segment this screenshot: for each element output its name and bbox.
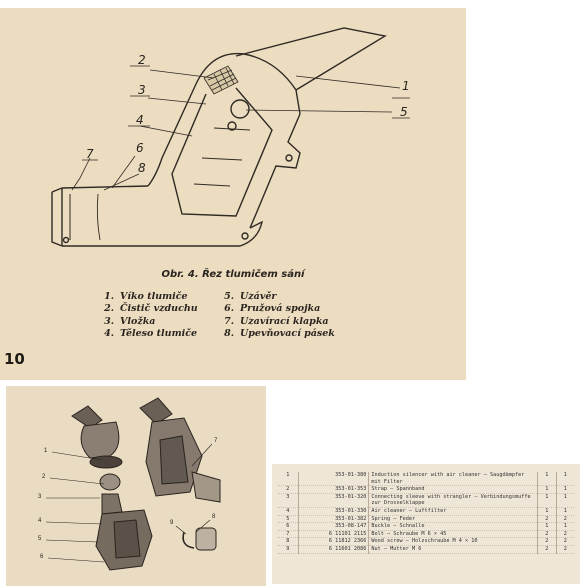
exploded-view-panel — [6, 386, 266, 586]
table-row — [278, 515, 574, 523]
parts-table — [278, 472, 574, 554]
neck-right — [192, 472, 220, 502]
quantity-cell: 2 — [556, 545, 574, 553]
quantity-cell: 1 — [538, 523, 557, 531]
exploded-callout-1: 1 — [44, 448, 48, 454]
item-number-cell: 6 — [286, 523, 290, 530]
item-number-cell: 9 — [286, 545, 290, 552]
exploded-callout-4: 4 — [38, 518, 42, 524]
figure-caption: Obr. 4. Řez tlumičem sání — [161, 269, 305, 280]
table-row — [278, 486, 574, 494]
table-row — [278, 530, 574, 538]
callout-8: 8 — [138, 161, 146, 175]
description-cell: Bolt — Schraube M 6 × 45 — [369, 530, 538, 538]
exploded-callout-2: 2 — [42, 474, 46, 480]
closure-circle — [231, 100, 249, 118]
insert-ribs — [194, 128, 250, 186]
legend-item: 7. Uzavírací klapka — [224, 315, 329, 327]
exploded-callout-3: 3 — [38, 494, 42, 500]
item-number-cell: 3 — [286, 493, 290, 500]
description-cell: Wood screw — Holzschraube M 4 × 10 — [369, 538, 538, 546]
quantity-cell: 1 — [556, 493, 574, 507]
description-cell: Buckle — Schnalle — [369, 523, 538, 531]
table-row — [278, 538, 574, 546]
part-number-cell: 353-01-330 — [298, 507, 369, 515]
buckle — [196, 528, 216, 550]
page-number: 10 — [4, 350, 25, 368]
quantity-cell: 2 — [538, 545, 557, 553]
item-number-cell: 8 — [286, 538, 290, 545]
quantity-cell: 1 — [538, 493, 557, 507]
callout-1: 1 — [402, 79, 410, 93]
legend-item: 8. Upevňovací pásek — [224, 327, 335, 339]
part-number-cell: 6 11812 2366 — [298, 538, 369, 546]
description-cell: Air cleaner — Luftfilter — [369, 507, 538, 515]
insert-outline — [172, 88, 272, 216]
table-row — [278, 472, 574, 486]
callout-5: 5 — [400, 105, 408, 119]
item-number-cell: 2 — [286, 486, 290, 493]
callout-7: 7 — [86, 147, 94, 161]
quantity-cell: 2 — [538, 515, 557, 523]
legend-item: 3. Vložka — [104, 315, 156, 327]
legend-item: 4. Těleso tlumiče — [104, 327, 198, 339]
lid-outline — [236, 28, 385, 90]
spring-clip — [183, 532, 194, 548]
legend-item: 1. Víko tlumiče — [104, 291, 188, 302]
quantity-cell: 2 — [556, 530, 574, 538]
description-cell: Spring — Feder — [369, 515, 538, 523]
quantity-cell: 1 — [556, 472, 574, 486]
quantity-cell: 1 — [556, 507, 574, 515]
item-number-cell: 7 — [286, 530, 290, 537]
description-cell: Nut — Mutter M 6 — [369, 545, 538, 553]
ring-left — [90, 456, 122, 468]
flap-pivot — [64, 238, 69, 243]
quantity-cell: 2 — [538, 530, 557, 538]
manual-page — [0, 8, 466, 380]
quantity-cell: 1 — [556, 486, 574, 494]
sleeve-left — [102, 494, 122, 514]
quantity-cell: 2 — [556, 538, 574, 546]
part-number-cell: 353-01-382 — [298, 515, 369, 523]
quantity-cell: 2 — [556, 515, 574, 523]
body-lower-window — [114, 520, 140, 558]
description-cell: Strap — Spannband — [369, 486, 538, 494]
table-row — [278, 493, 574, 507]
callout-4: 4 — [136, 113, 144, 127]
exploded-callout-6: 6 — [40, 554, 44, 560]
exploded-callout-5: 5 — [38, 536, 42, 542]
quantity-cell: 1 — [538, 486, 557, 494]
legend-item: 2. Čistič vzduchu — [104, 303, 198, 315]
exploded-callout-9: 9 — [170, 520, 174, 526]
callout-leaders — [72, 66, 410, 190]
fixing-hole-lower — [242, 233, 248, 239]
item-number-cell: 1 — [286, 472, 290, 478]
part-number-cell: 6 11601 2086 — [298, 545, 369, 553]
legend-column-right — [218, 291, 335, 340]
exploded-view-drawing — [6, 386, 266, 586]
table-row — [278, 523, 574, 531]
lid-left — [81, 422, 119, 458]
legend-item: 5. Uzávěr — [224, 291, 277, 302]
parts-list-panel — [272, 464, 580, 584]
item-number-cell: 4 — [286, 507, 290, 514]
part-number-cell: 353-08-147 — [298, 523, 369, 531]
description-cell: Connecting sleeve with strangler — Verbindungsmuffe zur Drosselklappe — [369, 493, 538, 507]
quantity-cell: 1 — [538, 507, 557, 515]
flap-body — [52, 188, 62, 246]
callout-3: 3 — [138, 83, 146, 97]
fixing-hole — [286, 155, 292, 161]
exploded-callout-8: 8 — [212, 514, 216, 520]
table-row — [278, 507, 574, 515]
part-number-cell: 353-01-380 — [298, 472, 369, 486]
part-number-cell: 353-01-320 — [298, 493, 369, 507]
description-cell: Induction silencer with air cleaner — Saugdämpfer mit Filter — [369, 472, 538, 486]
part-number-cell: 6 11101 2115 — [298, 530, 369, 538]
body-right-wall — [250, 114, 300, 228]
quantity-cell: 1 — [556, 523, 574, 531]
table-row — [278, 545, 574, 553]
callout-2: 2 — [138, 53, 146, 67]
air-cleaner-mesh — [204, 66, 238, 94]
quantity-cell: 1 — [538, 472, 557, 486]
item-number-cell: 5 — [286, 515, 290, 522]
legend-item: 6. Pružová spojka — [224, 303, 321, 315]
callout-6: 6 — [136, 141, 144, 155]
exploded-callout-7: 7 — [214, 438, 218, 444]
quantity-cell: 2 — [538, 538, 557, 546]
neck-curve — [97, 194, 100, 240]
filter-left — [100, 474, 120, 490]
part-number-cell: 353-01-353 — [298, 486, 369, 494]
legend-column-left — [98, 291, 198, 340]
